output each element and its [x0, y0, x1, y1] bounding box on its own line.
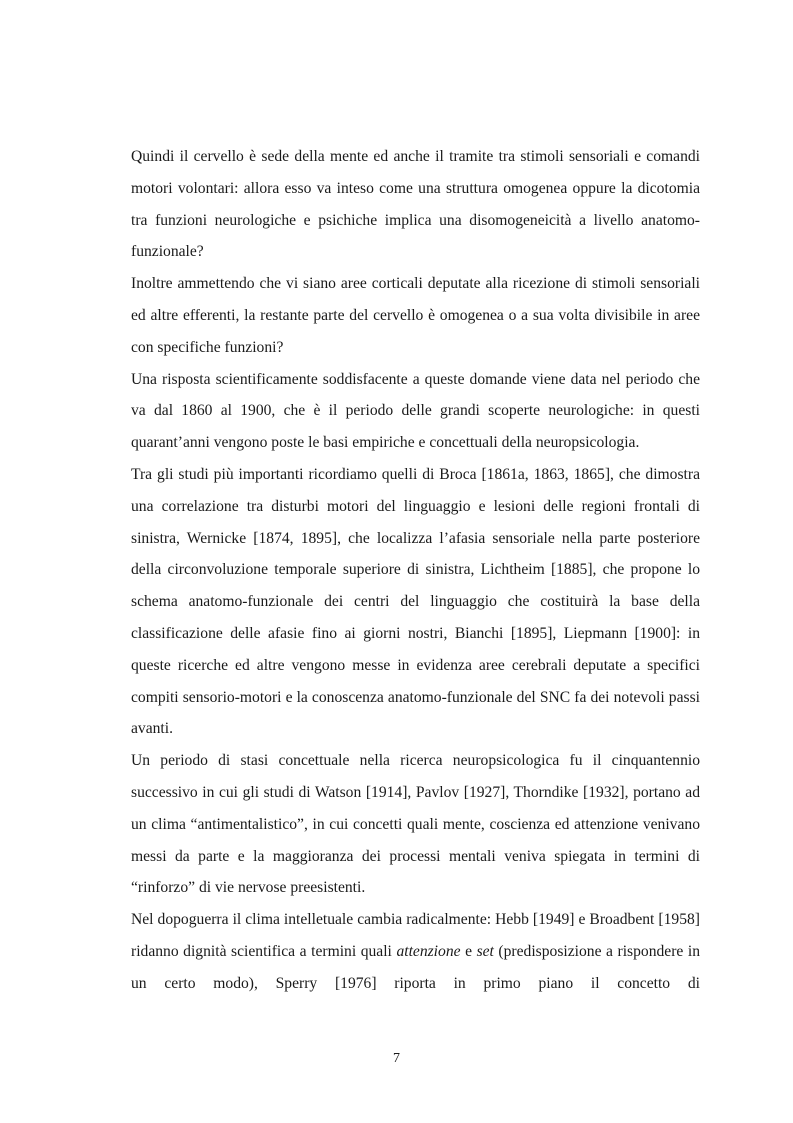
text-run: Inoltre ammettendo che vi siano aree corticali deputate alla ricezione di stimoli sensoriali ed altre efferenti, la restante parte del cervello è omogenea o a sua volta divisibile in aree con specifiche funzioni?: [131, 275, 700, 356]
text-run: Tra gli studi più importanti ricordiamo quelli di Broca [1861a, 1863, 1865], che dimostra una correlazione tra disturbi motori del linguaggio e lesioni delle regioni frontali di sinistra, Wernicke [1874, 1895], che localizza l’afasia sensoriale nella parte posteriore della circonvoluzione temporale superiore di sinistra, Lichtheim [1885], che propone lo schema anatomo-funzionale dei centri del linguaggio che costituirà la base della classificazione delle afasie fino ai giorni nostri, Bianchi [1895], Liepmann [1900]: in queste ricerche ed altre vengono messe in evidenza aree cerebrali deputate a specifici compiti sensorio-motori e la conoscenza anatomo-funzionale del SNC fa dei notevoli passi avanti.: [131, 465, 700, 738]
text-run: e: [460, 942, 477, 960]
paragraph: [131, 904, 700, 999]
text-run: Un periodo di stasi concettuale nella ricerca neuropsicologica fu il cinquantennio successivo in cui gli studi di Watson [1914], Pavlov [1927], Thorndike [1932], portano ad un clima “antimentalistico”, in cui concetti quali mente, coscienza ed attenzione venivano messi da parte e la maggioranza dei processi mentali veniva spiegata in termini di “rinforzo” di vie nervose preesistenti.: [131, 752, 700, 897]
text-run: Quindi il cervello è sede della mente ed anche il tramite tra stimoli sensoriali e comandi motori volontari: allora esso va inteso come una struttura omogenea oppure la dicotomia tra funzioni neurologiche e psichiche implica una disomogeneicità a livello anatomo-funzionale?: [131, 148, 700, 261]
page-number: 7: [393, 1051, 400, 1066]
italic-term: set: [476, 942, 494, 960]
body-text: [131, 141, 700, 1000]
text-run: Nel dopoguerra il clima intelletuale cambia radicalmente: Hebb [1949] e Broadbent [1958] ridanno dignità scientifica a termini quali: [131, 911, 700, 960]
paragraph: [131, 364, 700, 459]
paragraph: [131, 141, 700, 268]
paragraph: [131, 459, 700, 745]
text-run: Una risposta scientificamente soddisfacente a queste domande viene data nel periodo che va dal 1860 al 1900, che è il periodo delle grandi scoperte neurologiche: in questi quarant’anni vengono poste le basi empiriche e concettuali della neuropsicologia.: [131, 370, 700, 452]
text-run: (predisposizione a rispondere in un certo modo), Sperry [1976] riporta in primo piano il concetto di: [131, 942, 701, 992]
italic-term: attenzione: [396, 942, 461, 960]
paragraph: [131, 745, 700, 904]
paragraph: [131, 268, 700, 363]
